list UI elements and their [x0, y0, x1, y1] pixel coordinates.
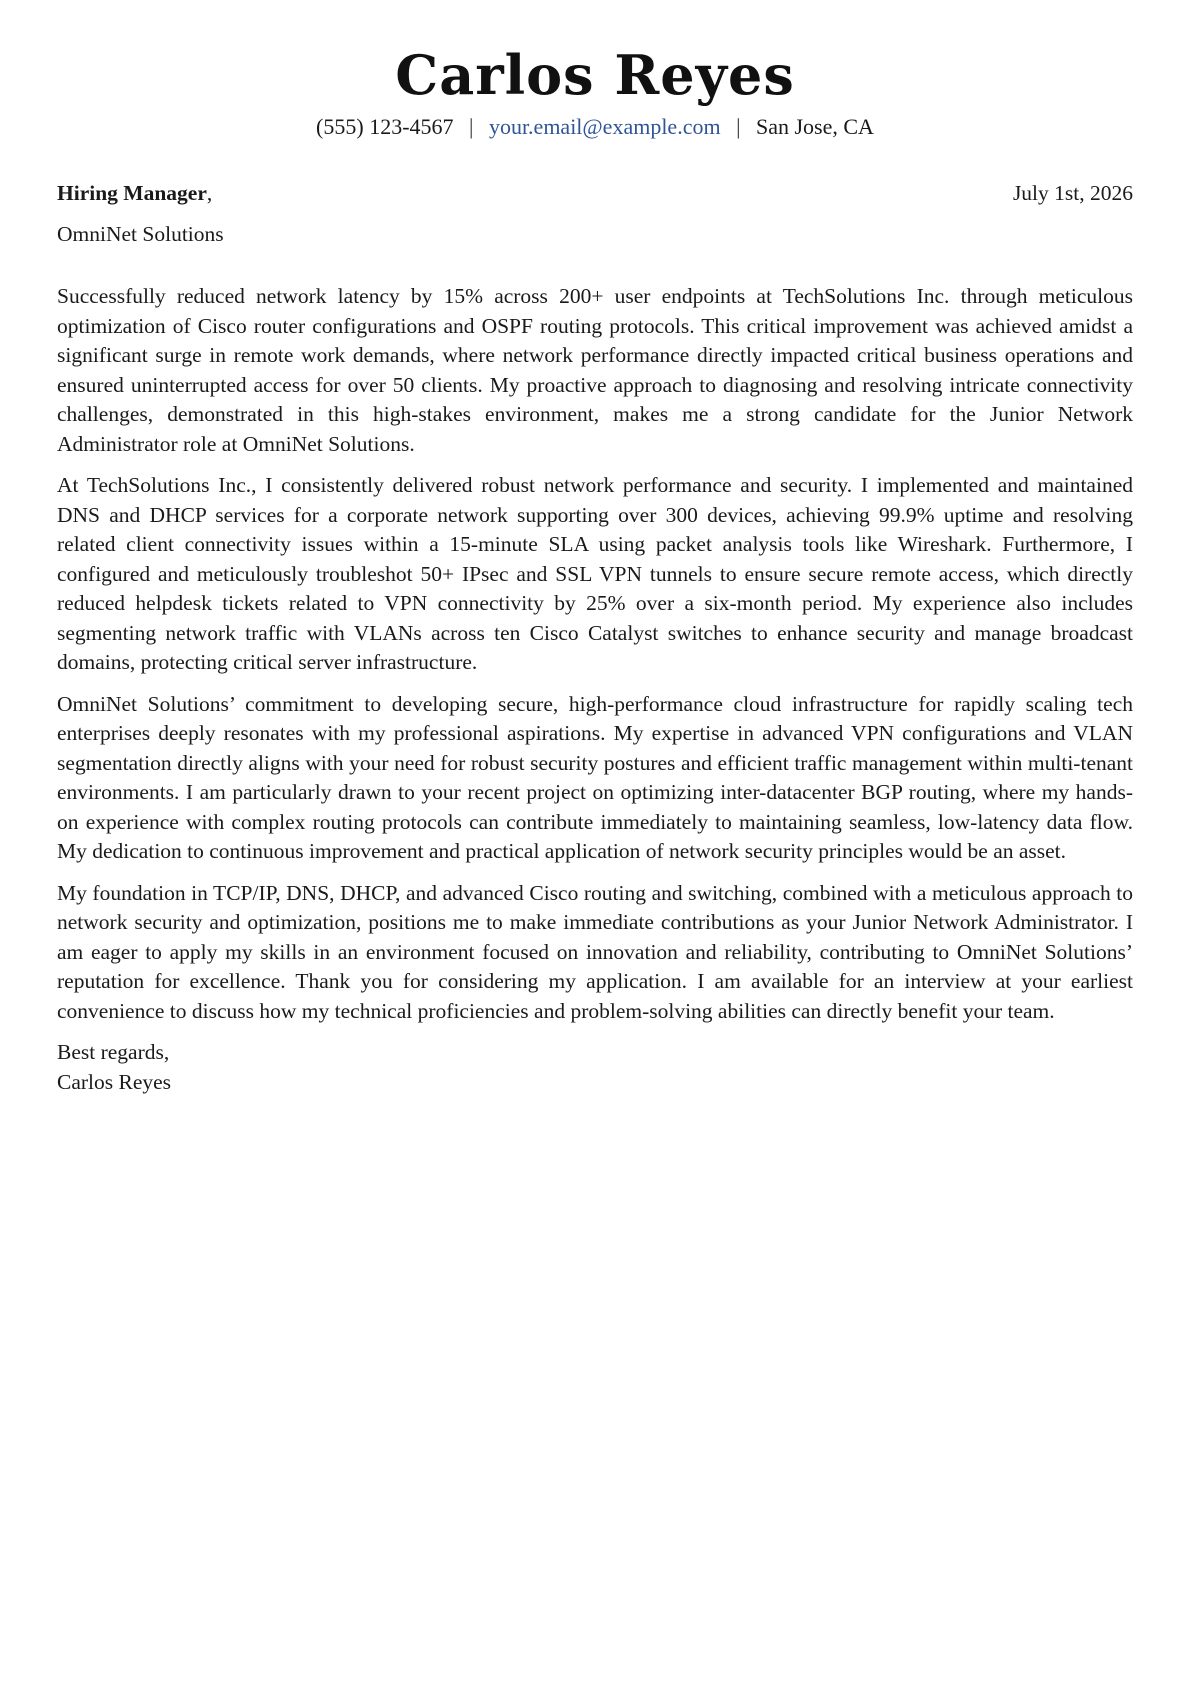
recipient-company: OmniNet Solutions: [57, 221, 224, 246]
location: San Jose, CA: [755, 114, 874, 139]
letter-paragraphs: [57, 282, 1133, 1026]
letter-body: [57, 179, 1133, 1097]
recipient-row: [57, 179, 1133, 209]
sender-name: Carlos Reyes: [395, 43, 795, 107]
recipient-title: Hiring Manager,: [57, 181, 213, 205]
phone-number: (555) 123-4567: [316, 114, 454, 139]
letter-header: [0, 40, 1190, 142]
closing-salutation: Best regards,: [57, 1040, 170, 1064]
contact-line: [0, 112, 1190, 142]
email-link[interactable]: your.email@example.com: [488, 114, 721, 139]
signature-name: Carlos Reyes: [57, 1069, 172, 1094]
closing: [57, 1038, 1133, 1097]
paragraph: OmniNet Solutions’ commitment to developing secure, high-performance cloud infrastructure for rapidly scaling tech enterprises deeply resonates with my professional aspirations. My expertise in advanced VPN configurations and VLAN segmentation directly aligns with your need for robust security postures and efficient traffic management within multi-tenant environments. I am particularly drawn to your recent project on optimizing inter-datacenter BGP routing, where my hands-on experience with complex routing protocols can contribute immediately to maintaining seamless, low-latency data flow. My dedication to continuous improvement and practical application of network security principles would be an asset.: [57, 691, 1133, 863]
separator: |: [736, 114, 741, 139]
paragraph: At TechSolutions Inc., I consistently delivered robust network performance and security. I implemented and maintained DNS and DHCP services for a corporate network supporting over 300 devices, achieving 99.9% uptime and resolving related client connectivity issues within a 15-minute SLA using packet analysis tools like Wireshark. Furthermore, I configured and meticulously troubleshot 50+ IPsec and SSL VPN tunnels to ensure secure remote access, which directly reduced helpdesk tickets related to VPN connectivity by 25% over a six-month period. My experience also includes segmenting network traffic with VLANs across ten Cisco Catalyst switches to enhance security and manage broadcast domains, protecting critical server infrastructure.: [57, 473, 1133, 674]
separator: |: [469, 114, 474, 139]
paragraph: My foundation in TCP/IP, DNS, DHCP, and advanced Cisco routing and switching, combined with a meticulous approach to network security and optimization, positions me to make immediate contributions as your Junior Network Administrator. I am eager to apply my skills in an environment focused on innovation and reliability, contributing to OmniNet Solutions’ reputation for excellence. Thank you for considering my application. I am available for an interview at your earliest convenience to discuss how my technical proficiencies and problem-solving abilities can directly benefit your team.: [57, 880, 1133, 1023]
letter-date: July 1st, 2026: [1012, 181, 1133, 205]
paragraph: Successfully reduced network latency by 15% across 200+ user endpoints at TechSolutions Inc. through meticulous optimization of Cisco router configurations and OSPF routing protocols. This critical improvement was achieved amidst a significant surge in remote work demands, where network performance directly impacted critical business operations and ensured uninterrupted access for over 50 clients. My proactive approach to diagnosing and resolving intricate connectivity challenges, demonstrated in this high-stakes environment, makes me a strong candidate for the Junior Network Administrator role at OmniNet Solutions.: [57, 284, 1133, 456]
